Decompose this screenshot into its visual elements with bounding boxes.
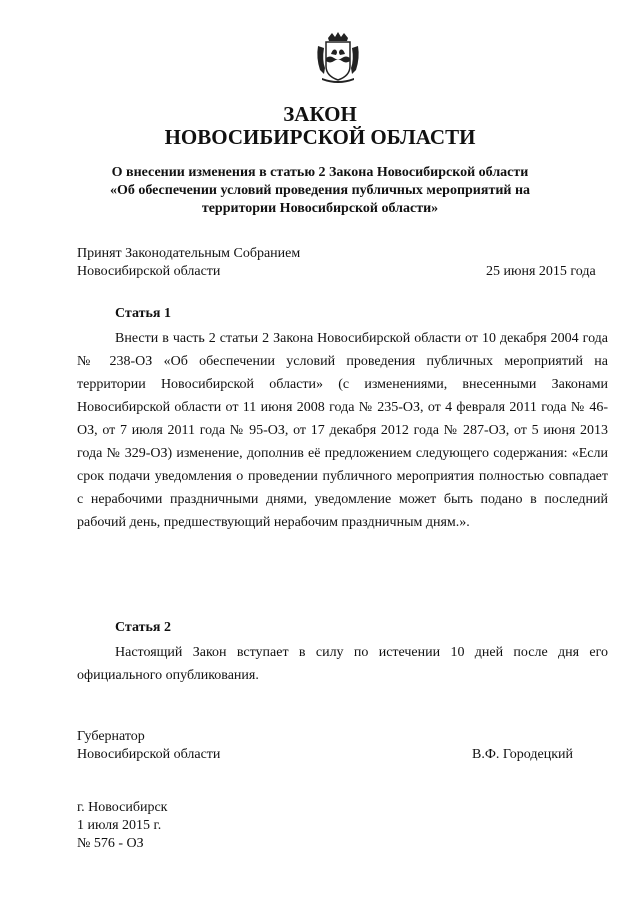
law-number: № 576 - ОЗ [77, 836, 144, 851]
law-subject-line: территории Новосибирской области» [201, 201, 439, 216]
signatory-name: В.Ф. Городецкий [472, 747, 573, 762]
document-type-title: ЗАКОН [283, 102, 357, 126]
article-2-heading: Статья 2 [115, 620, 171, 635]
adoption-line: Новосибирской области [77, 264, 221, 279]
place-of-signing: г. Новосибирск [77, 800, 168, 815]
adoption-line: Принят Законодательным Собранием [77, 246, 301, 261]
article-2-text: Настоящий Закон вступает в силу по истечении 10 дней после дня его официального опубликования. [77, 645, 608, 683]
coat-of-arms-icon [314, 30, 362, 84]
signing-date: 1 июля 2015 г. [77, 818, 162, 833]
region-title: НОВОСИБИРСКОЙ ОБЛАСТИ [164, 125, 476, 149]
law-subject-line: О внесении изменения в статью 2 Закона Новосибирской области [111, 165, 529, 180]
law-subject-line: «Об обеспечении условий проведения публичных мероприятий на [109, 183, 531, 198]
adoption-date: 25 июня 2015 года [486, 264, 596, 279]
signatory-title: Губернатор [77, 729, 145, 744]
article-1-heading: Статья 1 [115, 306, 171, 321]
signatory-title: Новосибирской области [77, 747, 221, 762]
article-1-text: Внести в часть 2 статьи 2 Закона Новосибирской области от 10 декабря 2004 года № 238-ОЗ «Об обеспечении условий проведения публичных мероприятий на территории Новосибирской области» (с изменениями, внесенными Законами Новосибирской области от 11 июня 2008 года № 235-ОЗ, от 4 февраля 2011 года № 46-ОЗ, от 7 июля 2011 года № 95-ОЗ, от 17 декабря 2012 года № 287-ОЗ, от 5 июня 2013 года № 329-ОЗ) изменение, дополнив её предложением следующего содержания: «Если срок подачи уведомления о проведении публичного мероприятия полностью совпадает с нерабочими праздничными днями, уведомление может быть подано в последний рабочий день, предшествующий нерабочим праздничным дням.». [77, 331, 608, 530]
